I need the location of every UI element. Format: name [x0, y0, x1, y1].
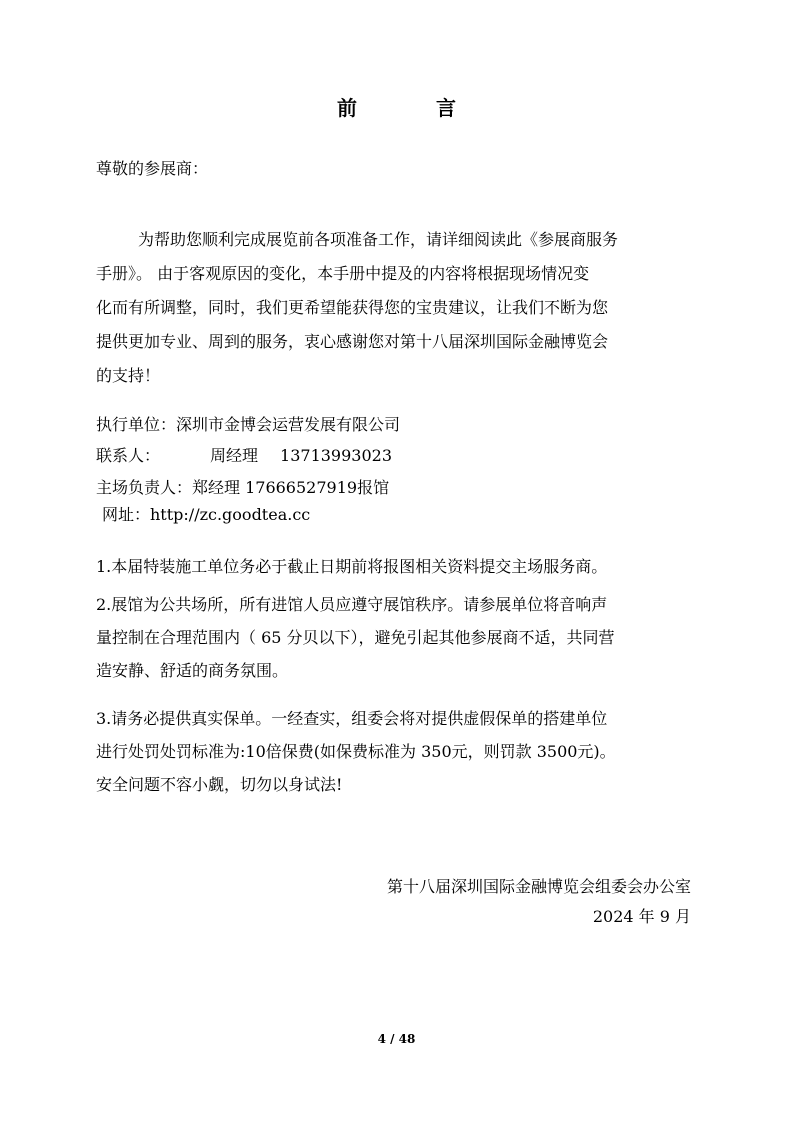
signature-block: [387, 872, 691, 932]
page-title: 前 言: [337, 96, 492, 120]
notice-line: 安全问题不容小觑，切勿以身试法!: [96, 775, 343, 794]
website-line: 网址：http://zc.goodtea.cc: [102, 505, 311, 524]
signature-date: 2024 年 9 月: [592, 907, 691, 926]
page-number: 4 / 48: [377, 1032, 416, 1046]
intro-line: 的支持！: [96, 366, 161, 385]
signature-org: 第十八届深圳国际金融博览会组委会办公室: [386, 877, 691, 896]
intro-line: 为帮助您顺利完成展览前各项准备工作，请详细阅读此《参展商服务: [138, 230, 619, 249]
host-line: 主场负责人：郑经理 17666527919报馆: [96, 478, 390, 497]
contact-label: 联系人：: [96, 446, 161, 465]
notice-2: [96, 588, 700, 687]
notice-line: 3.请务必提供真实保单。一经查实，组委会将对提供虚假保单的搭建单位: [96, 709, 608, 728]
executor-line: 执行单位：深圳市金博会运营发展有限公司: [96, 415, 401, 434]
notice-line: 2.展馆为公共场所，所有进馆人员应遵守展馆秩序。请参展单位将音响声: [96, 595, 608, 614]
contact-line: [96, 443, 392, 466]
intro-line: 提供更加专业、周到的服务，衷心感谢您对第十八届深圳国际金融博览会: [96, 332, 609, 351]
intro-paragraph: [96, 223, 700, 393]
contact-phone: 13713993023: [280, 446, 393, 465]
contact-name: 周经理: [210, 446, 259, 465]
notice-line: 造安静、舒适的商务氛围。: [96, 661, 289, 680]
notice-3: [96, 702, 700, 801]
notice-line: 进行处罚处罚标准为:10倍保费(如保费标准为 350元，则罚款 3500元)。: [96, 742, 616, 761]
salutation: 尊敬的参展商：: [96, 159, 209, 178]
notice-1: [96, 550, 700, 583]
notice-line: 量控制在合理范围内（ 65 分贝以下），避免引起其他参展商不适，共同营: [96, 628, 615, 647]
intro-line: 手册》。 由于客观原因的变化，本手册中提及的内容将根据现场情况变: [96, 264, 590, 283]
notice-line: 1.本届特装施工单位务必于截止日期前将报图相关资料提交主场服务商。: [96, 557, 608, 576]
intro-line: 化而有所调整，同时，我们更希望能获得您的宝贵建议，让我们不断为您: [96, 298, 609, 317]
